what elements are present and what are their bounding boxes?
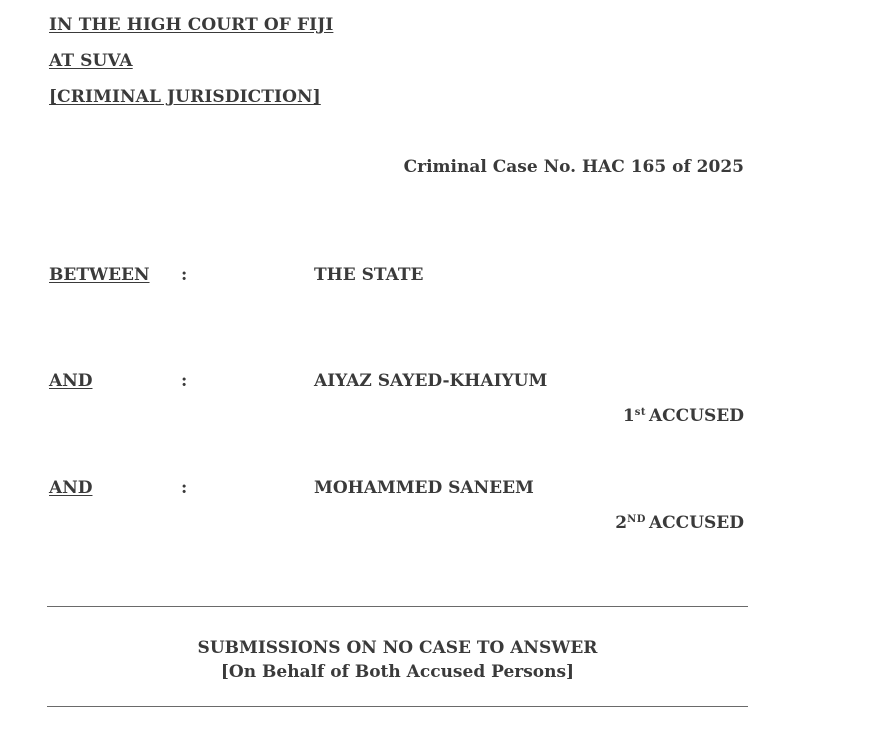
party-row-second-accused — [49, 478, 749, 502]
designation-text: ACCUSED — [648, 513, 744, 533]
designation-text: ACCUSED — [648, 406, 744, 426]
court-name: IN THE HIGH COURT OF FIJI — [49, 15, 334, 35]
document-title: SUBMISSIONS ON NO CASE TO ANSWER — [197, 638, 598, 658]
court-jurisdiction: [CRIMINAL JURISDICTION] — [49, 87, 321, 107]
party-role: AND — [49, 371, 93, 391]
party-separator: : — [181, 371, 188, 391]
party-role: BETWEEN — [49, 265, 150, 285]
designation-suffix: st — [634, 407, 646, 418]
party-separator: : — [181, 478, 188, 498]
designation-ordinal: 2 — [615, 513, 628, 533]
party-name: MOHAMMED SANEEM — [314, 478, 534, 498]
document-subtitle: [On Behalf of Both Accused Persons] — [220, 662, 575, 682]
designation-ordinal: 1 — [622, 406, 635, 426]
party-row-state — [49, 265, 749, 289]
designation-suffix: ND — [627, 514, 646, 525]
second-accused-label — [615, 513, 744, 533]
party-separator: : — [181, 265, 188, 285]
document-title-block — [47, 636, 748, 684]
party-name: THE STATE — [314, 265, 424, 285]
party-row-first-accused — [49, 371, 749, 395]
court-location: AT SUVA — [49, 51, 133, 71]
case-number: Criminal Case No. HAC 165 of 2025 — [403, 157, 744, 177]
party-name: AIYAZ SAYED-KHAIYUM — [314, 371, 548, 391]
bottom-divider — [47, 706, 748, 707]
first-accused-label — [623, 406, 744, 426]
top-divider — [47, 606, 748, 607]
party-role: AND — [49, 478, 93, 498]
